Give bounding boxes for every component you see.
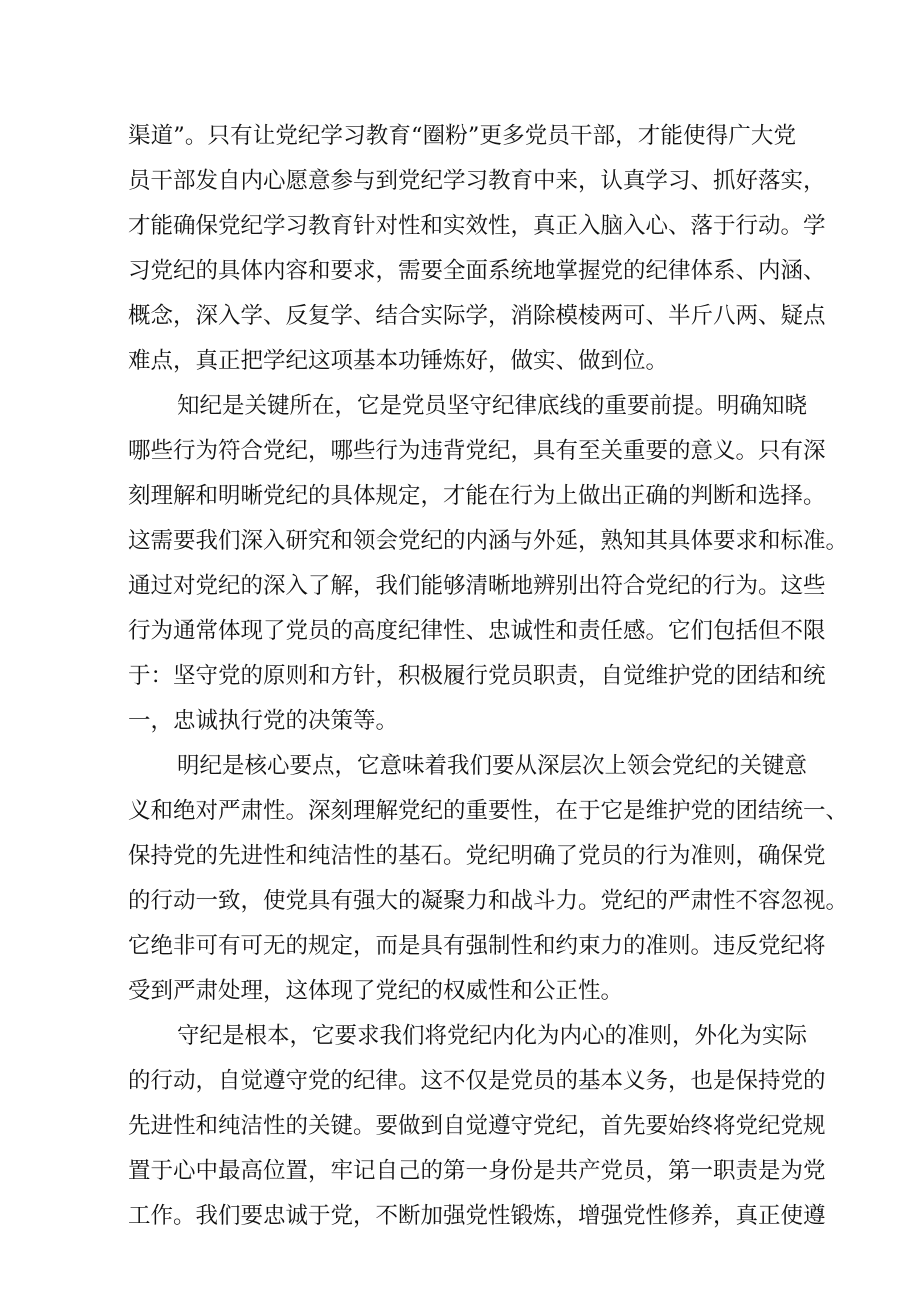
text-line: 习党纪的具体内容和要求，需要全面系统地掌握党的纪律体系、内涵、 xyxy=(128,258,826,284)
text-line: 工作。我们要忠诚于党，不断加强党性锻炼，增强党性修养，真正使遵 xyxy=(128,1203,826,1229)
text-line: 保持党的先进性和纯洁性的基石。党纪明确了党员的行为准则，确保党 xyxy=(128,843,826,869)
text-line: 的行动，自觉遵守党的纪律。这不仅是党员的基本义务，也是保持党的 xyxy=(128,1068,826,1094)
text-line: 行为通常体现了党员的高度纪律性、忠诚性和责任感。它们包括但不限 xyxy=(128,618,826,644)
text-line: 刻理解和明晰党纪的具体规定，才能在行为上做出正确的判断和选择。 xyxy=(128,483,826,509)
paragraph-first-line: 守纪是根本，它要求我们将党纪内化为内心的准则，外化为实际 xyxy=(177,1023,808,1049)
text-line: 于：坚守党的原则和方针，积极履行党员职责，自觉维护党的团结和统 xyxy=(128,663,826,689)
text-line: 通过对党纪的深入了解，我们能够清晰地辨别出符合党纪的行为。这些 xyxy=(128,573,826,599)
paragraph-first-line: 知纪是关键所在，它是党员坚守纪律底线的重要前提。明确知晓 xyxy=(177,393,808,419)
text-line: 概念，深入学、反复学、结合实际学，消除模棱两可、半斤八两、疑点 xyxy=(128,303,826,329)
text-line: 置于心中最高位置，牢记自己的第一身份是共产党员，第一职责是为党 xyxy=(128,1158,826,1184)
text-line: 先进性和纯洁性的关键。要做到自觉遵守党纪，首先要始终将党纪党规 xyxy=(128,1113,826,1139)
text-line: 的行动一致，使党具有强大的凝聚力和战斗力。党纪的严肃性不容忽视。 xyxy=(128,888,849,914)
text-line: 哪些行为符合党纪，哪些行为违背党纪，具有至关重要的意义。只有深 xyxy=(128,438,826,464)
text-line: 这需要我们深入研究和领会党纪的内涵与外延，熟知其具体要求和标准。 xyxy=(128,528,849,554)
text-line: 才能确保党纪学习教育针对性和实效性，真正入脑入心、落于行动。学 xyxy=(128,213,826,239)
text-line: 受到严肃处理，这体现了党纪的权威性和公正性。 xyxy=(128,978,624,1004)
text-line: 它绝非可有可无的规定，而是具有强制性和约束力的准则。违反党纪将 xyxy=(128,933,826,959)
text-line: 渠道”。只有让党纪学习教育“圈粉”更多党员干部，才能使得广大党 xyxy=(128,123,796,149)
text-line: 员干部发自内心愿意参与到党纪学习教育中来，认真学习、抓好落实， xyxy=(128,168,826,194)
text-line: 难点，真正把学纪这项基本功锤炼好，做实、做到位。 xyxy=(128,348,669,374)
text-line: 义和绝对严肃性。深刻理解党纪的重要性，在于它是维护党的团结统一、 xyxy=(128,798,849,824)
paragraph-first-line: 明纪是核心要点，它意味着我们要从深层次上领会党纪的关键意 xyxy=(177,753,808,779)
text-line: 一，忠诚执行党的决策等。 xyxy=(128,708,399,734)
